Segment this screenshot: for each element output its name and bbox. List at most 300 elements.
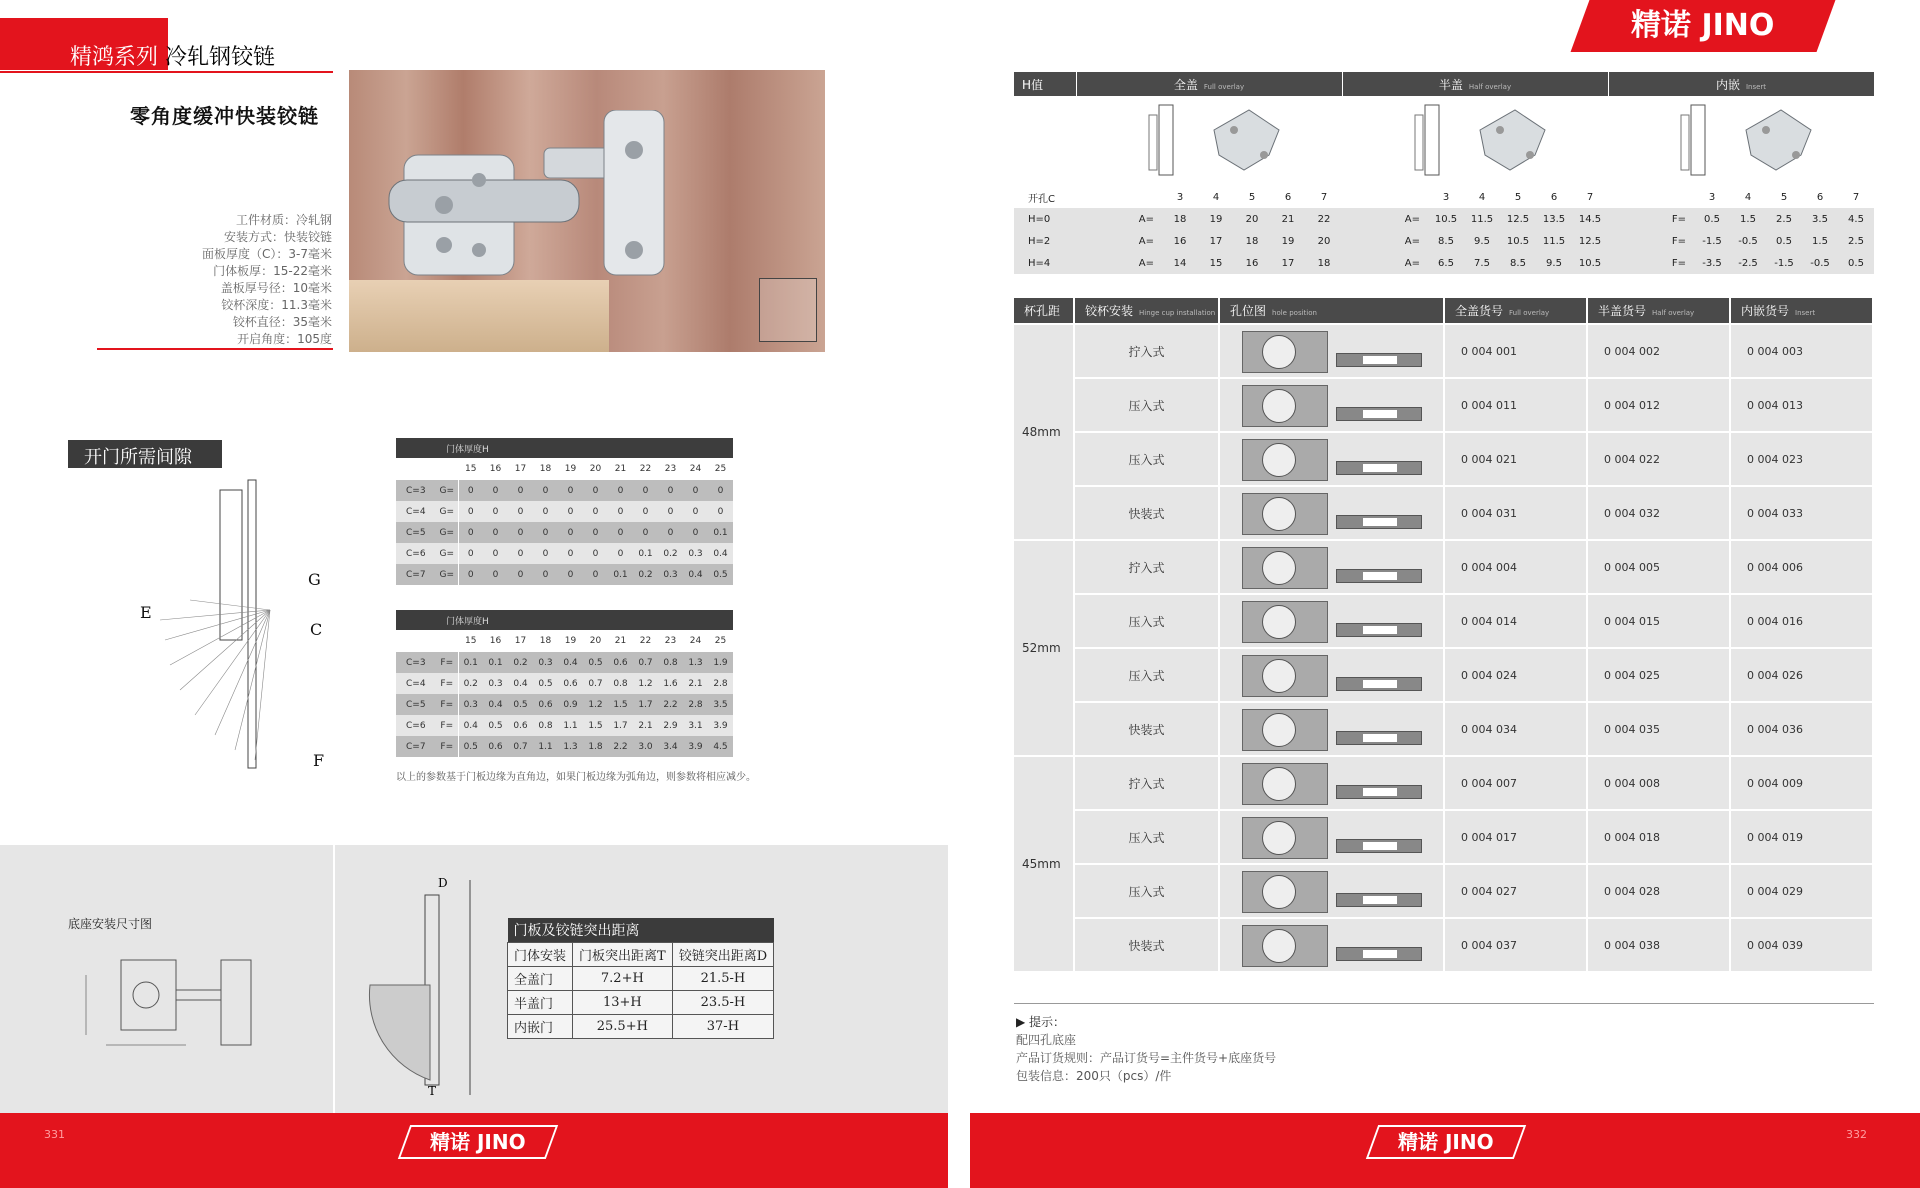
side-bar: [1336, 353, 1422, 367]
table-row: [1014, 230, 1874, 252]
row-key: G=: [436, 564, 458, 585]
cup-hole-circle: [1262, 389, 1296, 423]
table-cell: 0: [658, 501, 683, 522]
c-row: [1014, 186, 1874, 208]
insert-code: 0 004 003: [1730, 324, 1873, 378]
half-overlay-code: 0 004 018: [1587, 810, 1730, 864]
column-header: 6: [1270, 186, 1306, 208]
side-bar: [1336, 515, 1422, 529]
insert-code: 0 004 039: [1730, 918, 1873, 972]
column-header: 19: [558, 630, 583, 652]
table-cell: 0: [583, 480, 608, 501]
table-header: [396, 438, 733, 458]
table-cell: 15: [1198, 252, 1234, 274]
base-size-drawing: [66, 935, 296, 1070]
table-cell: 19: [1270, 230, 1306, 252]
table-cell: 10.5: [1428, 208, 1464, 230]
table-cell: 0.4: [483, 694, 508, 715]
table-cell: 12.5: [1572, 230, 1608, 252]
table-cell: 全盖门: [508, 966, 573, 990]
table-cell: 1.9: [708, 652, 733, 673]
table-cell: 0.6: [483, 736, 508, 757]
install-type: 压入式: [1074, 810, 1219, 864]
table-cell: 12.5: [1500, 208, 1536, 230]
column-header: [1730, 298, 1873, 324]
spec-item: 铰杯直径：35毫米: [232, 315, 332, 329]
install-type: 拧入式: [1074, 324, 1219, 378]
table-cell: 0: [608, 501, 633, 522]
insert-code: 0 004 036: [1730, 702, 1873, 756]
table-cell: 14.5: [1572, 208, 1608, 230]
table-cell: 3.1: [683, 715, 708, 736]
table-row: [1014, 378, 1873, 432]
table-cell: 0.1: [633, 543, 658, 564]
table-row: [1014, 648, 1873, 702]
cup-distance: 45mm: [1014, 756, 1074, 972]
hole-position-diagram: [1219, 864, 1444, 918]
install-type: 压入式: [1074, 648, 1219, 702]
table-cell: 1.1: [533, 736, 558, 757]
table-cell: 7.2+H: [573, 966, 673, 990]
insert-code: 0 004 019: [1730, 810, 1873, 864]
table-cell: 2.5: [1766, 208, 1802, 230]
group-name: 全盖: [1173, 77, 1198, 92]
hole-position-diagram: [1219, 594, 1444, 648]
row-label: C=6: [396, 543, 436, 564]
row-key: A=: [1076, 208, 1162, 230]
spec-item: 门体板厚：15-22毫米: [213, 264, 332, 278]
full-overlay-code: 0 004 017: [1444, 810, 1587, 864]
side-bar: [1336, 839, 1422, 853]
table-cell: 6.5: [1428, 252, 1464, 274]
gap-table-f: [396, 610, 733, 757]
table-header: [396, 610, 733, 630]
hole-position-diagram: [1219, 486, 1444, 540]
insert-code: 0 004 026: [1730, 648, 1873, 702]
row-label: C=5: [396, 694, 436, 715]
table-cell: 1.7: [608, 715, 633, 736]
header-title: 门体厚度H: [436, 610, 733, 630]
table-cell: 2.9: [658, 715, 683, 736]
table-cell: 0: [458, 501, 483, 522]
hole-position-diagram: [1219, 702, 1444, 756]
spec-item: 盖板厚号径：10毫米: [220, 281, 332, 295]
blank: [1014, 96, 1076, 186]
column-header: 4: [1464, 186, 1500, 208]
table-cell: 1.7: [633, 694, 658, 715]
row-key: A=: [1076, 252, 1162, 274]
install-type: 快装式: [1074, 486, 1219, 540]
header-english: Hinge cup installation: [1139, 309, 1216, 317]
column-header: 3: [1428, 186, 1464, 208]
table-cell: 2.5: [1838, 230, 1874, 252]
cup-distance: 52mm: [1014, 540, 1074, 756]
install-type: 压入式: [1074, 864, 1219, 918]
tips-divider: [1014, 1003, 1874, 1004]
table-cell: 0.1: [708, 522, 733, 543]
table-header: [1014, 298, 1873, 324]
install-type: 快装式: [1074, 702, 1219, 756]
row-key: A=: [1076, 230, 1162, 252]
cup-hole-circle: [1262, 767, 1296, 801]
table-cell: 0: [608, 480, 633, 501]
full-overlay-code: 0 004 034: [1444, 702, 1587, 756]
side-bar: [1336, 569, 1422, 583]
header-english: Full overlay: [1509, 309, 1550, 317]
table-row: [396, 543, 733, 564]
shelf-board: [349, 280, 609, 352]
column-header: 5: [1766, 186, 1802, 208]
header-name: 杯孔距: [1024, 304, 1061, 318]
full-overlay-code: 0 004 007: [1444, 756, 1587, 810]
table-cell: 0: [583, 501, 608, 522]
table-cell: 0.1: [483, 652, 508, 673]
cup-hole-circle: [1262, 551, 1296, 585]
table-cell: 0.7: [583, 673, 608, 694]
hole-position-diagram: [1219, 324, 1444, 378]
overlay-image: [1076, 96, 1342, 186]
table-cell: 0.2: [508, 652, 533, 673]
table-cell: -3.5: [1694, 252, 1730, 274]
blank: [1608, 186, 1694, 208]
row-label: C=4: [396, 501, 436, 522]
full-overlay-code: 0 004 011: [1444, 378, 1587, 432]
table-cell: 0.4: [458, 715, 483, 736]
table-cell: 18: [1306, 252, 1342, 274]
cup-hole-circle: [1262, 335, 1296, 369]
table-cell: 0.8: [533, 715, 558, 736]
table-cell: 0.5: [483, 715, 508, 736]
table-cell: 0.3: [483, 673, 508, 694]
left-page-number: 331: [44, 1128, 65, 1141]
table-cell: 0: [533, 543, 558, 564]
table-row: [1014, 702, 1873, 756]
column-header: 21: [608, 458, 633, 480]
table-cell: 17: [1198, 230, 1234, 252]
full-overlay-code: 0 004 031: [1444, 486, 1587, 540]
table-row: [1014, 540, 1873, 594]
overlay-image: [1342, 96, 1608, 186]
table-cell: 19: [1198, 208, 1234, 230]
table-row: [1014, 810, 1873, 864]
column-row: [396, 458, 733, 480]
hinge-photo: [349, 70, 825, 352]
spec-list: [130, 212, 332, 348]
column-header: 24: [683, 458, 708, 480]
table-cell: 1.5: [1802, 230, 1838, 252]
table-cell: 0: [633, 501, 658, 522]
table-cell: 0: [483, 480, 508, 501]
table-cell: 0: [633, 522, 658, 543]
table-cell: 0.6: [608, 652, 633, 673]
table-cell: 0.5: [508, 694, 533, 715]
table-cell: 1.2: [583, 694, 608, 715]
table-row: [396, 564, 733, 585]
table-cell: 0: [483, 564, 508, 585]
table-cell: 0: [658, 480, 683, 501]
table-row: [1014, 252, 1874, 274]
row-label: C=3: [396, 652, 436, 673]
hole-position-diagram: [1219, 432, 1444, 486]
table-cell: 0.4: [508, 673, 533, 694]
install-type: 压入式: [1074, 432, 1219, 486]
table-cell: 8.5: [1428, 230, 1464, 252]
table-cell: 20: [1306, 230, 1342, 252]
table-cell: 0.5: [1766, 230, 1802, 252]
full-overlay-code: 0 004 024: [1444, 648, 1587, 702]
spec-divider: [97, 348, 333, 350]
table-cell: -1.5: [1766, 252, 1802, 274]
hole-position-diagram: [1219, 540, 1444, 594]
half-overlay-code: 0 004 025: [1587, 648, 1730, 702]
column-header: 22: [633, 458, 658, 480]
table-header: [508, 942, 774, 966]
column-header: 21: [608, 630, 633, 652]
side-bar: [1336, 461, 1422, 475]
table-cell: 0.7: [508, 736, 533, 757]
table-cell: -1.5: [1694, 230, 1730, 252]
table-cell: 0: [708, 501, 733, 522]
table-cell: 13+H: [573, 990, 673, 1014]
table-row: [396, 694, 733, 715]
row-key: F=: [1608, 252, 1694, 274]
table-cell: 0: [533, 522, 558, 543]
column-header: 19: [558, 458, 583, 480]
column-header: 7: [1572, 186, 1608, 208]
table-cell: 0: [483, 522, 508, 543]
table-cell: 2.8: [683, 694, 708, 715]
hole-position-diagram: [1219, 648, 1444, 702]
column-header: 4: [1730, 186, 1766, 208]
title-underline: [0, 71, 333, 73]
row-label: C=7: [396, 736, 436, 757]
blank: [396, 458, 436, 480]
column-header: [1444, 298, 1587, 324]
header-english: hole position: [1272, 309, 1317, 317]
column-header: 16: [483, 630, 508, 652]
row-key: G=: [436, 501, 458, 522]
group-header: [1608, 72, 1874, 96]
row-label: C=5: [396, 522, 436, 543]
table-cell: 1.5: [1730, 208, 1766, 230]
label-c: C: [310, 620, 323, 639]
row-key: G=: [436, 543, 458, 564]
row-key: A=: [1342, 208, 1428, 230]
group-header: [1076, 72, 1342, 96]
bottom-panel-divider: [333, 845, 335, 1113]
cup-hole-circle: [1262, 875, 1296, 909]
full-overlay-code: 0 004 014: [1444, 594, 1587, 648]
install-type: 压入式: [1074, 378, 1219, 432]
table-cell: 0.3: [533, 652, 558, 673]
row-label: C=6: [396, 715, 436, 736]
top-logo: 精诺 JINO: [1571, 0, 1836, 52]
hole-position-diagram: [1219, 378, 1444, 432]
table-cell: 0: [658, 522, 683, 543]
table-cell: -0.5: [1730, 230, 1766, 252]
blank: [1342, 186, 1428, 208]
table-header: [1014, 72, 1874, 96]
column-header: 24: [683, 630, 708, 652]
install-type: 拧入式: [1074, 756, 1219, 810]
product-title: 冷轧钢铰链: [165, 45, 276, 70]
half-overlay-code: 0 004 012: [1587, 378, 1730, 432]
table-cell: 11.5: [1536, 230, 1572, 252]
table-cell: -0.5: [1802, 252, 1838, 274]
table-cell: 16: [1234, 252, 1270, 274]
table-cell: 0: [533, 501, 558, 522]
table-row: [396, 673, 733, 694]
table-cell: 21.5-H: [672, 966, 773, 990]
column-header: 18: [533, 630, 558, 652]
table-row: [508, 966, 774, 990]
tips-block: [1016, 1013, 1276, 1085]
table-cell: 2.2: [608, 736, 633, 757]
table-cell: 3.9: [683, 736, 708, 757]
table-cell: 0.5: [583, 652, 608, 673]
row-key: G=: [436, 480, 458, 501]
table-cell: 18: [1162, 208, 1198, 230]
cup-hole-circle: [1262, 929, 1296, 963]
table-cell: 0.9: [558, 694, 583, 715]
column-header: 铰链突出距离D: [672, 942, 773, 966]
group-english: Insert: [1745, 82, 1767, 91]
series-name: 精鸿系列: [70, 45, 159, 70]
table-cell: 0.6: [533, 694, 558, 715]
side-bar: [1336, 947, 1422, 961]
hinge-illustration: [384, 110, 684, 280]
table-row: [508, 1014, 774, 1038]
table-cell: 1.1: [558, 715, 583, 736]
table-cell: 0.4: [558, 652, 583, 673]
row-key: F=: [436, 652, 458, 673]
table-cell: 0: [583, 564, 608, 585]
table-cell: 2.8: [708, 673, 733, 694]
cup-hole-circle: [1262, 497, 1296, 531]
side-bar: [1336, 407, 1422, 421]
row-key: F=: [1608, 230, 1694, 252]
table-row: [1014, 324, 1873, 378]
column-header: 20: [583, 630, 608, 652]
table-cell: 0: [608, 522, 633, 543]
row-label: H=2: [1014, 230, 1076, 252]
half-overlay-code: 0 004 005: [1587, 540, 1730, 594]
spec-item: 面板厚度（C）：3-7毫米: [202, 247, 332, 261]
column-header: 5: [1234, 186, 1270, 208]
row-key: A=: [1342, 252, 1428, 274]
column-header: 6: [1536, 186, 1572, 208]
hole-position-diagram: [1219, 918, 1444, 972]
image-row: [1014, 96, 1874, 186]
table-cell: 0: [508, 501, 533, 522]
table-cell: 0.5: [1694, 208, 1730, 230]
cup-hole-circle: [1262, 821, 1296, 855]
column-header: 3: [1694, 186, 1730, 208]
row-key: A=: [1342, 230, 1428, 252]
table-cell: 0: [483, 501, 508, 522]
insert-code: 0 004 016: [1730, 594, 1873, 648]
header-name: 孔位图: [1230, 304, 1267, 318]
table-cell: 0: [508, 543, 533, 564]
table-row: [396, 715, 733, 736]
row-key: F=: [436, 673, 458, 694]
table-cell: 0.4: [708, 543, 733, 564]
table-cell: 0.2: [633, 564, 658, 585]
table-cell: 0.3: [658, 564, 683, 585]
full-overlay-code: 0 004 004: [1444, 540, 1587, 594]
column-header: 25: [708, 458, 733, 480]
table-cell: 3.4: [658, 736, 683, 757]
full-overlay-code: 0 004 021: [1444, 432, 1587, 486]
table-cell: 0: [458, 543, 483, 564]
half-overlay-code: 0 004 002: [1587, 324, 1730, 378]
table-row: [396, 501, 733, 522]
table-cell: 3.0: [633, 736, 658, 757]
insert-code: 0 004 023: [1730, 432, 1873, 486]
header-english: Insert: [1795, 309, 1816, 317]
table-cell: 0.3: [683, 543, 708, 564]
table-cell: 0.6: [558, 673, 583, 694]
table-cell: 0: [558, 501, 583, 522]
full-overlay-code: 0 004 027: [1444, 864, 1587, 918]
column-header: 门板突出距离T: [573, 942, 673, 966]
column-header: 7: [1306, 186, 1342, 208]
blank: [436, 458, 458, 480]
table-cell: 10.5: [1572, 252, 1608, 274]
column-row: [396, 630, 733, 652]
column-header: [1074, 298, 1219, 324]
table-cell: 9.5: [1536, 252, 1572, 274]
table-cell: 0.5: [1838, 252, 1874, 274]
table-cell: 8.5: [1500, 252, 1536, 274]
order-table: [1014, 298, 1874, 973]
table-cell: 1.6: [658, 673, 683, 694]
half-overlay-code: 0 004 035: [1587, 702, 1730, 756]
table-row: [396, 736, 733, 757]
full-overlay-code: 0 004 001: [1444, 324, 1587, 378]
column-header: 3: [1162, 186, 1198, 208]
header-blank: [396, 438, 436, 458]
row-label: C=4: [396, 673, 436, 694]
table-cell: 0: [683, 522, 708, 543]
table-cell: 3.5: [1802, 208, 1838, 230]
side-bar: [1336, 785, 1422, 799]
opening-angle-inset: [759, 278, 817, 342]
header-title: 门体厚度H: [436, 438, 733, 458]
table-cell: 23.5-H: [672, 990, 773, 1014]
header-name: 内嵌货号: [1741, 304, 1790, 318]
column-header: 20: [583, 458, 608, 480]
insert-code: 0 004 013: [1730, 378, 1873, 432]
table-cell: 0: [533, 480, 558, 501]
table-cell: 17: [1270, 252, 1306, 274]
column-header: [1587, 298, 1730, 324]
table-cell: 0.2: [458, 673, 483, 694]
table-title-row: [508, 918, 774, 942]
row-key: F=: [436, 694, 458, 715]
column-header: 25: [708, 630, 733, 652]
table-cell: 0: [683, 480, 708, 501]
table-cell: 1.2: [633, 673, 658, 694]
tips-line-text: 包装信息：200只（pcs）/件: [1016, 1069, 1172, 1083]
overlay-image: [1608, 96, 1874, 186]
table-row: [1014, 864, 1873, 918]
table-cell: 0.1: [608, 564, 633, 585]
insert-code: 0 004 006: [1730, 540, 1873, 594]
column-header: [1014, 298, 1074, 324]
table-cell: 9.5: [1464, 230, 1500, 252]
blank: [396, 630, 436, 652]
